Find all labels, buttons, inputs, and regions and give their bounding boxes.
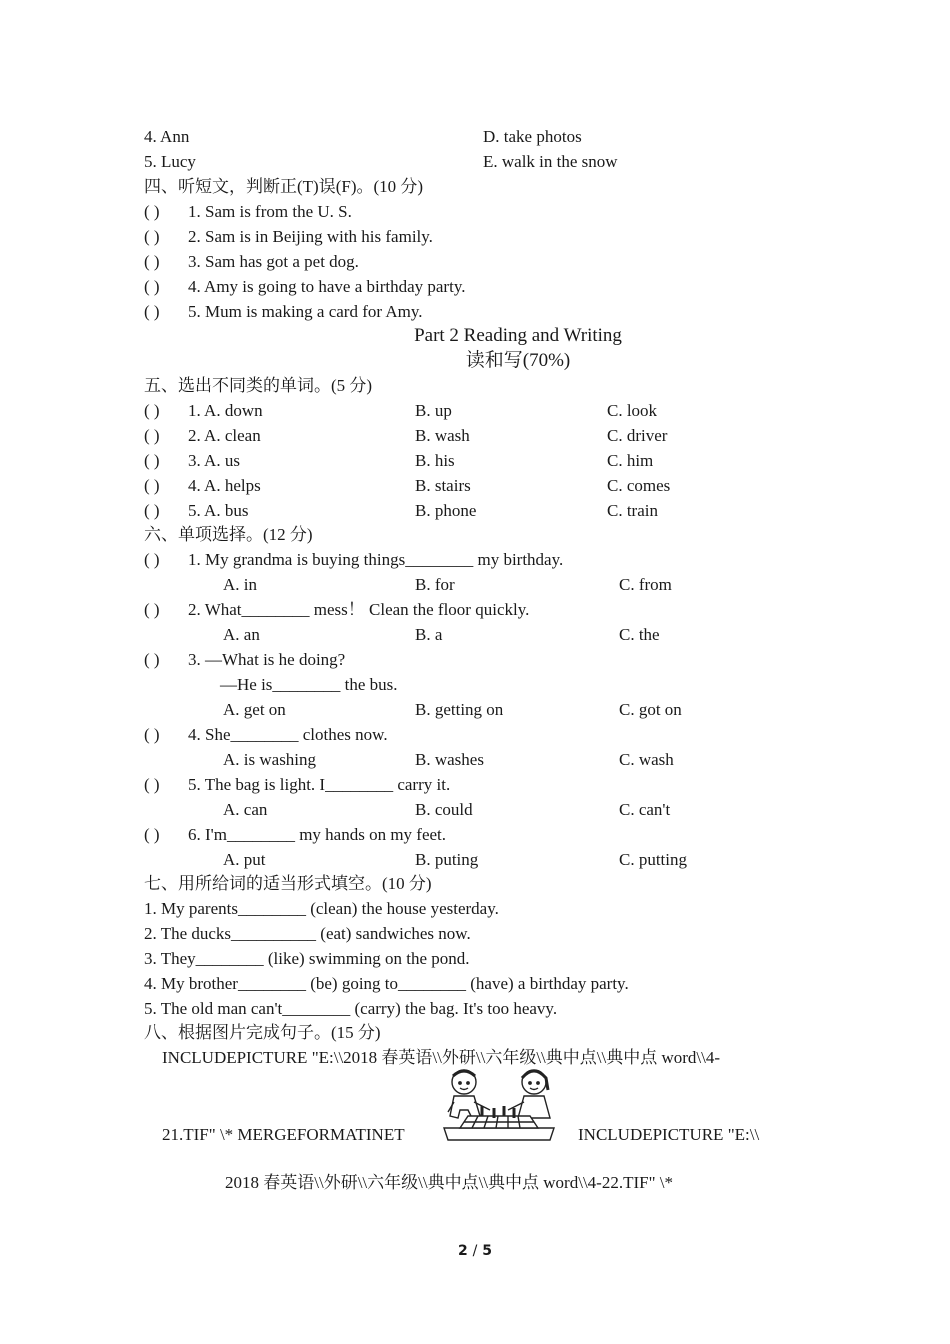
option-a: A. is washing [223,750,317,769]
option-b: B. a [415,625,443,644]
answer-paren[interactable]: ( ) [144,426,160,445]
section-8-title: 八、根据图片完成句子。(15 分) [144,1023,381,1042]
section-4-title: 四、听短文，判断正(T)误(F)。(10 分) [144,177,424,196]
option-b: B. getting on [415,700,504,719]
fill-blank-item: 2. The ducks__________ (eat) sandwiches now. [144,924,471,943]
odd-one-out-item: ( ) 2. A. clean [144,423,261,448]
option-b: B. wash [415,426,470,445]
choice-question: ( ) 5. The bag is light. I________ carry it. [144,772,450,797]
answer-paren[interactable]: ( ) [144,277,160,296]
fill-blank-item: 5. The old man can't________ (carry) the bag. It's too heavy. [144,999,558,1018]
field-code-line: 2018 春英语\\外研\\六年级\\典中点\\典中点 word\\4-22.TIF" \* [225,1173,673,1192]
option-c: C. driver [607,426,668,445]
section-7-title: 七、用所给词的适当形式填空。(10 分) [144,874,432,893]
odd-one-out-item: ( ) 3. A. us [144,448,240,473]
odd-one-out-item: ( ) 4. A. helps [144,473,261,498]
answer-paren[interactable]: ( ) [144,501,160,520]
tf-item: ( ) 1. Sam is from the U. S. [144,199,352,224]
answer-paren[interactable]: ( ) [144,476,160,495]
fill-blank-item: 3. They________ (like) swimming on the pond. [144,949,470,968]
answer-paren[interactable]: ( ) [144,600,160,619]
odd-one-out-item: ( ) 1. A. down [144,398,263,423]
tf-item: ( ) 3. Sam has got a pet dog. [144,249,359,274]
choice-question: ( ) 2. What________ mess！ Clean the floor quickly. [144,597,529,622]
option-b: B. puting [415,850,479,869]
field-code-line: 21.TIF" \* MERGEFORMATINET [162,1125,405,1144]
option-a: A. an [223,625,260,644]
option-c: C. look [607,401,658,420]
choice-question: ( ) 6. I'm________ my hands on my feet. [144,822,446,847]
choice-question: ( ) 4. She________ clothes now. [144,722,388,747]
tf-item: ( ) 2. Sam is in Beijing with his family. [144,224,433,249]
option-b: B. phone [415,501,477,520]
fill-blank-item: 4. My brother________ (be) going to________ (have) a birthday party. [144,974,629,993]
option-b: B. his [415,451,455,470]
part-2-title: Part 2 Reading and Writing [414,325,622,346]
odd-one-out-item: ( ) 5. A. bus [144,498,248,523]
option-a: A. get on [223,700,286,719]
matching-item-5: 5. Lucy [144,152,196,171]
choice-question: ( ) 3. —What is he doing? [144,647,345,672]
option-b: B. stairs [415,476,471,495]
answer-paren[interactable]: ( ) [144,725,160,744]
part-2-subtitle: 读和写(70%) [465,350,571,371]
option-c: C. got on [619,700,682,719]
answer-paren[interactable]: ( ) [144,650,160,669]
answer-paren[interactable]: ( ) [144,401,160,420]
matching-option-d: D. take photos [483,127,582,146]
field-code-line: INCLUDEPICTURE "E:\\ [578,1125,760,1144]
option-c: C. putting [619,850,688,869]
answer-paren[interactable]: ( ) [144,825,160,844]
option-a: A. in [223,575,257,594]
answer-paren[interactable]: ( ) [144,451,160,470]
section-6-title: 六、单项选择。(12 分) [144,525,313,544]
page-number: 2 / 5 [458,1243,492,1259]
answer-paren[interactable]: ( ) [144,550,160,569]
option-a: A. put [223,850,266,869]
option-c: C. wash [619,750,674,769]
option-b: B. for [415,575,455,594]
fill-blank-item: 1. My parents________ (clean) the house yesterday. [144,899,499,918]
tf-item: ( ) 4. Amy is going to have a birthday party. [144,274,465,299]
children-chess-illustration-icon [438,1066,560,1144]
matching-option-e: E. walk in the snow [483,152,618,171]
matching-item-4: 4. Ann [144,127,190,146]
option-b: B. could [415,800,473,819]
option-c: C. the [619,625,660,644]
option-c: C. from [619,575,672,594]
tf-item: ( ) 5. Mum is making a card for Amy. [144,299,423,324]
field-code-line: INCLUDEPICTURE "E:\\2018 春英语\\外研\\六年级\\典中点\\典中点 word\\4- [162,1048,721,1067]
answer-paren[interactable]: ( ) [144,227,160,246]
option-b: B. up [415,401,452,420]
choice-question: ( ) 1. My grandma is buying things________ my birthday. [144,547,563,572]
answer-paren[interactable]: ( ) [144,252,160,271]
option-a: A. can [223,800,268,819]
answer-paren[interactable]: ( ) [144,302,160,321]
answer-paren[interactable]: ( ) [144,202,160,221]
option-c: C. can't [619,800,671,819]
option-b: B. washes [415,750,484,769]
dialogue-line: —He is________ the bus. [220,675,398,694]
answer-paren[interactable]: ( ) [144,775,160,794]
option-c: C. him [607,451,654,470]
option-c: C. train [607,501,658,520]
option-c: C. comes [607,476,671,495]
section-5-title: 五、选出不同类的单词。(5 分) [144,376,373,395]
